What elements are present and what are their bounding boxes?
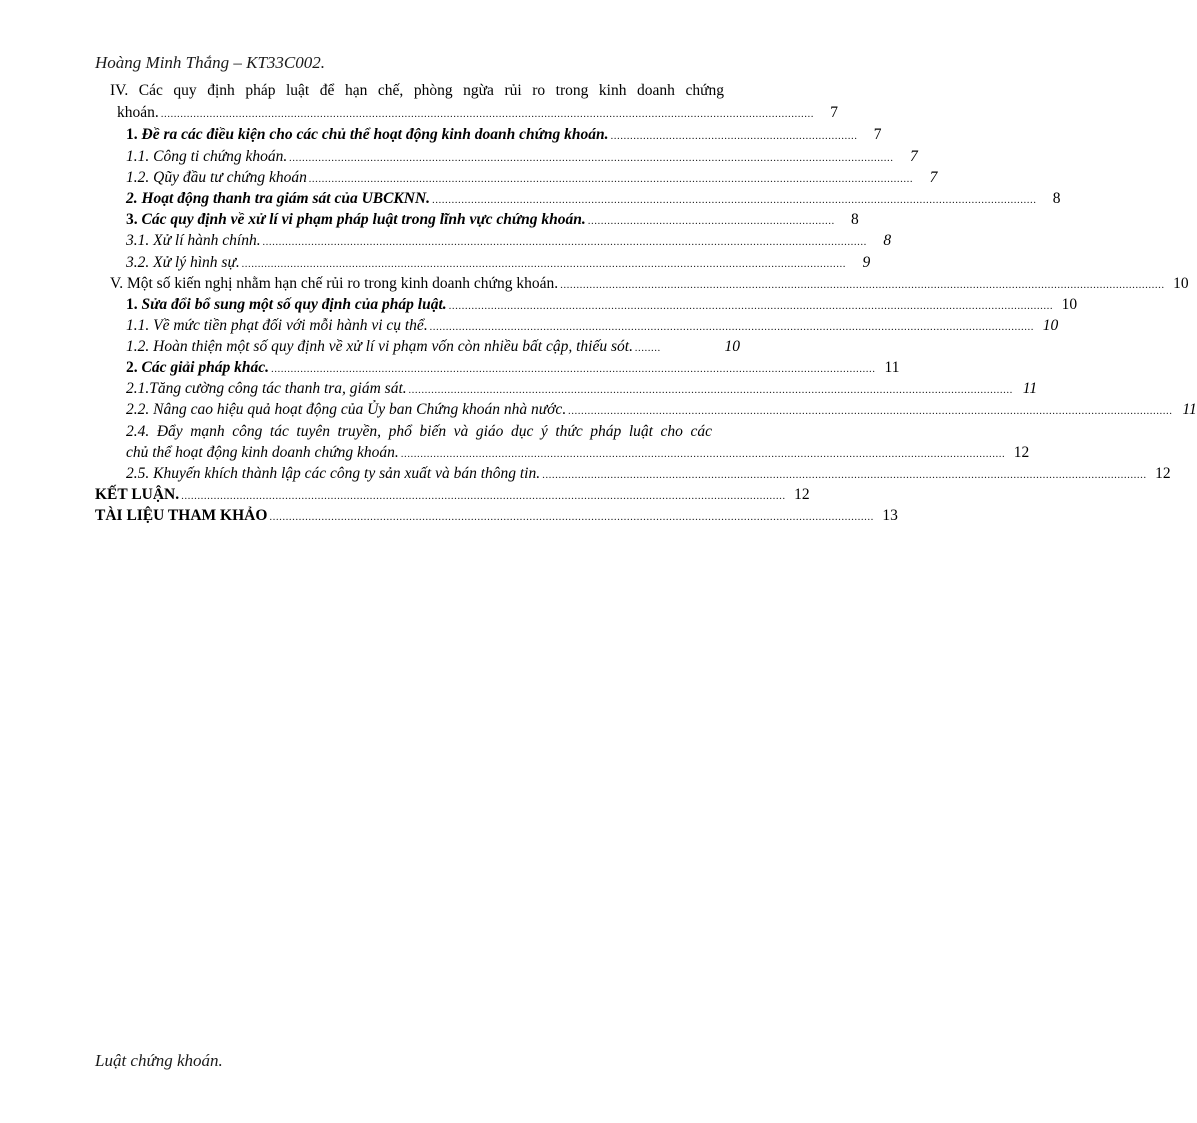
dot-leader: .......................................................................................................................................................................................... xyxy=(400,448,1006,460)
toc-entry-4-1-1[interactable] xyxy=(126,146,918,169)
toc-entry-section-5[interactable] xyxy=(110,273,1189,296)
dot-leader: ............................................................................ xyxy=(587,215,835,227)
toc-entry-text: Các quy định về xử lí vi phạm pháp luật trong lĩnh vực chứng khoán. xyxy=(141,211,586,228)
toc-entry-text: 1.2. Hoàn thiện một số quy định về xử lí vi phạm vốn còn nhiều bất cập, thiếu sót. xyxy=(126,338,633,355)
dot-leader: .......................................................................................................................................................................................... xyxy=(262,236,868,248)
toc-page-number: 7 xyxy=(910,148,918,165)
dot-leader: .......................................................................................................................................................................................... xyxy=(560,279,1165,291)
toc-entry-5-1-2[interactable] xyxy=(126,336,740,359)
toc-entry-number: 1. xyxy=(126,126,142,143)
toc-page-number: 9 xyxy=(862,254,871,271)
dot-leader: .......................................................................................................................................................................................... xyxy=(448,300,1054,312)
toc-entry-text-line2: chủ thể hoạt động kinh doanh chứng khoán. xyxy=(126,444,399,461)
toc-page-number: 8 xyxy=(883,232,892,249)
toc-entry-text: 1.1. Công ti chứng khoán. xyxy=(126,148,288,165)
dot-leader: .......................................................................................................................................................................................... xyxy=(408,384,1014,396)
toc-page-number: 10 xyxy=(1042,317,1059,334)
toc-entry-text-line1: IV. Các quy định pháp luật để hạn chế, phòng ngừa rủi ro trong kinh doanh chứng xyxy=(110,82,724,99)
toc-page-number: 10 xyxy=(1061,296,1078,313)
toc-entry-text-line2: khoán. xyxy=(117,104,159,121)
toc-entry-text: TÀI LIỆU THAM KHẢO xyxy=(95,507,268,524)
toc-entry-number: 3. xyxy=(126,211,142,228)
toc-entry-4-1-2[interactable] xyxy=(126,167,938,190)
dot-leader: .......................................................................................................................................................................................... xyxy=(269,511,874,523)
toc-entry-text: 2. Hoạt động thanh tra giám sát của UBCKNN. xyxy=(126,190,431,207)
toc-page-number: 7 xyxy=(830,104,839,121)
toc-page-number: 7 xyxy=(873,126,882,143)
dot-leader: .......................................................................................................................................................................................... xyxy=(308,173,914,185)
toc-page-number: 10 xyxy=(724,338,740,355)
toc-entry-text: 3.2. Xử lý hình sự. xyxy=(126,254,240,271)
toc-entry-5-2-5[interactable] xyxy=(126,463,1171,486)
dot-leader: .......................................................................................................................................................................................... xyxy=(429,321,1035,333)
toc-page-number: 10 xyxy=(1173,275,1189,292)
toc-page-number: 11 xyxy=(884,359,900,376)
toc-page-number: 12 xyxy=(1013,444,1030,461)
toc-entry-references[interactable] xyxy=(95,505,898,528)
toc-entry-4-3[interactable] xyxy=(126,209,859,232)
toc-entry-conclusion[interactable] xyxy=(95,484,810,507)
toc-page-number: 7 xyxy=(929,169,938,186)
toc-entry-5-2-2[interactable] xyxy=(126,399,1197,422)
toc-entry-4-3-2[interactable] xyxy=(126,252,871,275)
toc-entry-text: 2.1.Tăng cường công tác thanh tra, giám sát. xyxy=(126,380,407,397)
toc-entry-number: 2. xyxy=(126,359,142,376)
dot-leader: ........ xyxy=(634,342,661,354)
toc-entry-text: 2.5. Khuyến khích thành lập các công ty sản xuất và bán thông tin. xyxy=(126,465,541,482)
toc-page-number: 11 xyxy=(1182,401,1197,418)
dot-leader: ............................................................................ xyxy=(610,130,858,142)
toc-page-number: 12 xyxy=(1155,465,1171,482)
dot-leader: ......................................................................................................................................................................................................... xyxy=(160,108,815,120)
toc-entry-5-2-1[interactable] xyxy=(126,378,1038,401)
toc-entry-text: 1.1. Về mức tiền phạt đối với mỗi hành vi cụ thể. xyxy=(126,317,428,334)
toc-entry-text: Đề ra các điều kiện cho các chủ thể hoạt động kinh doanh chứng khoán. xyxy=(141,126,609,143)
dot-leader: .......................................................................................................................................................................................... xyxy=(289,152,894,164)
toc-entry-5-1-1[interactable] xyxy=(126,315,1059,338)
toc-entry-text: 2.2. Nâng cao hiệu quả hoạt động của Ủy ban Chứng khoán nhà nước. xyxy=(126,401,567,418)
toc-page-number: 8 xyxy=(851,211,859,228)
toc-entry-text: Sửa đổi bổ sung một số quy định của pháp luật. xyxy=(141,296,447,313)
dot-leader: .......................................................................................................................................................................................... xyxy=(181,490,786,502)
page-footer: Luật chứng khoán. xyxy=(95,1051,223,1070)
toc-page-number: 8 xyxy=(1052,190,1061,207)
toc-entry-text: V. Một số kiến nghị nhằm hạn chế rủi ro trong kinh doanh chứng khoán. xyxy=(110,275,559,292)
toc-page-number: 13 xyxy=(882,507,898,524)
toc-entry-4-2[interactable] xyxy=(126,188,1061,211)
toc-entry-5-1[interactable] xyxy=(126,294,1078,317)
toc-entry-text: KẾT LUẬN. xyxy=(95,486,180,503)
dot-leader: .......................................................................................................................................................................................... xyxy=(241,258,847,270)
dot-leader: .......................................................................................................................................................................................... xyxy=(432,194,1037,206)
toc-entry-text: Các giải pháp khác. xyxy=(141,359,269,376)
toc-page-number: 12 xyxy=(794,486,810,503)
dot-leader: .......................................................................................................................................................................................... xyxy=(542,469,1147,481)
toc-entry-4-3-1[interactable] xyxy=(126,230,892,253)
toc-entry-number: 1. xyxy=(126,296,142,313)
dot-leader: .......................................................................................................................................................................................... xyxy=(568,405,1173,417)
toc-entry-text: 1.2. Qũy đầu tư chứng khoán xyxy=(126,169,307,186)
toc-entry-text: 3.1. Xử lí hành chính. xyxy=(126,232,261,249)
dot-leader: .......................................................................................................................................................................................... xyxy=(270,363,876,375)
toc-page-number: 11 xyxy=(1022,380,1038,397)
toc-entry-5-2[interactable] xyxy=(126,357,900,380)
toc-entry-text-line1: 2.4. Đẩy mạnh công tác tuyên truyền, phổ biến và giáo dục ý thức pháp luật cho các xyxy=(126,423,712,440)
toc-entry-4-1[interactable] xyxy=(126,124,882,147)
page-header-author: Hoàng Minh Thắng – KT33C002. xyxy=(95,53,325,72)
